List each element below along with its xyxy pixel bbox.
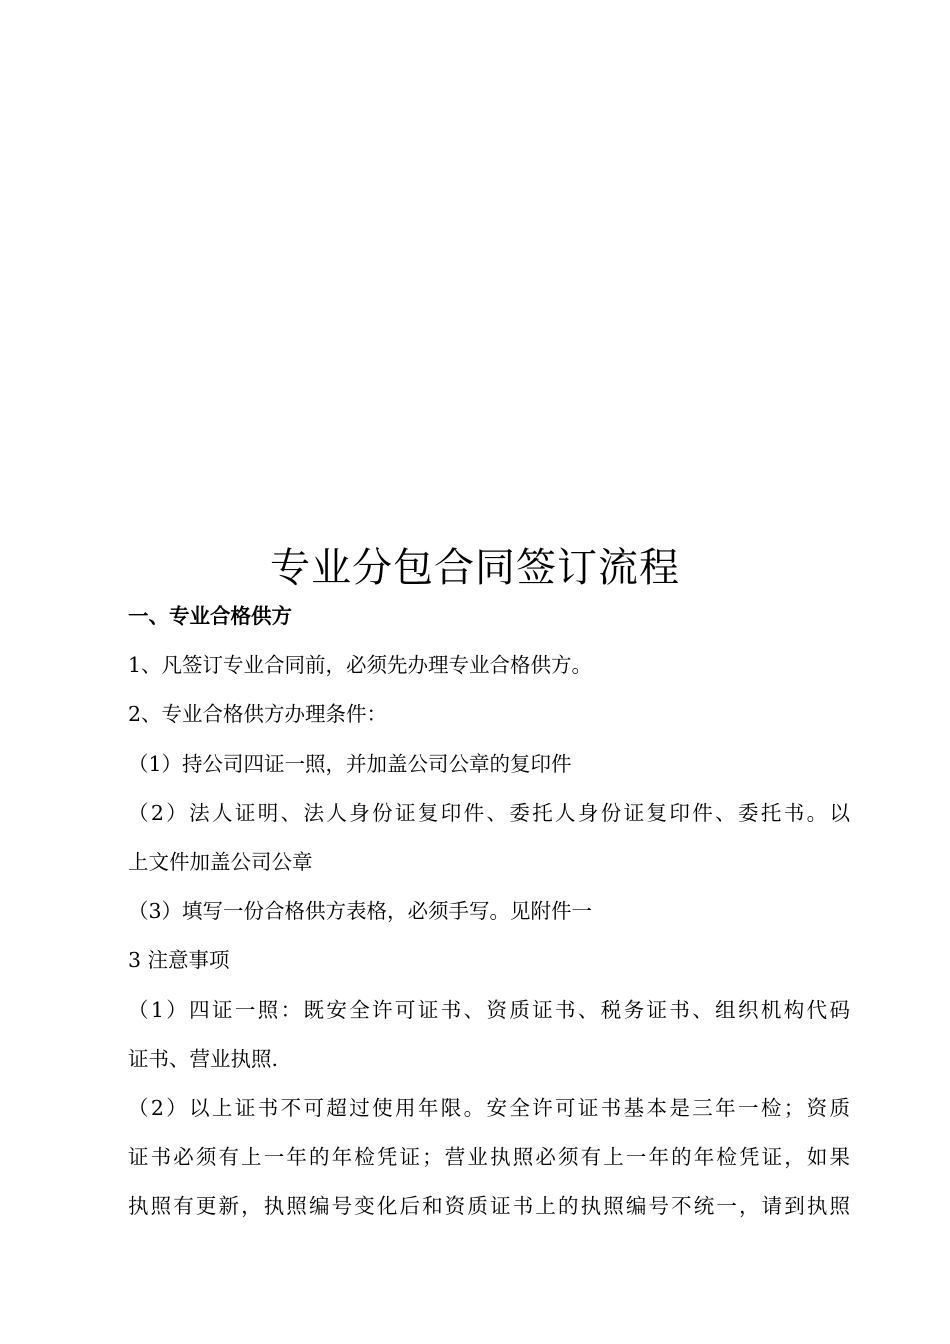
paragraph-item-3-2-line-2: 证书必须有上一年的年检凭证；营业执照必须有上一年的年检凭证，如果: [128, 1145, 850, 1170]
paragraph-item-2-3: （3）填写一份合格供方表格，必须手写。见附件一: [128, 899, 593, 924]
paragraph-item-2: 2、专业合格供方办理条件：: [128, 702, 388, 727]
paragraph-item-2-2-line-1: （2）法人证明、法人身份证复印件、委托人身份证复印件、委托书。以: [128, 800, 850, 825]
paragraph-item-1: 1、凡签订专业合同前，必须先办理专业合格供方。: [128, 653, 593, 678]
document-body: [128, 592, 850, 1231]
paragraph-item-3-2-line-1: （2）以上证书不可超过使用年限。安全许可证书基本是三年一检；资质: [128, 1095, 850, 1120]
paragraph-item-3-2-line-3: 执照有更新，执照编号变化后和资质证书上的执照编号不统一，请到执照: [128, 1194, 850, 1219]
paragraph-item-2-2-line-2: 上文件加盖公司公章: [128, 849, 313, 874]
paragraph-item-3-1-line-1: （1）四证一照：既安全许可证书、资质证书、税务证书、组织机构代码: [128, 997, 850, 1022]
paragraph-item-2-1: （1）持公司四证一照，并加盖公司公章的复印件: [128, 751, 572, 776]
paragraph-item-3-1-line-2: 证书、营业执照.: [128, 1046, 279, 1071]
section-heading: 一、专业合格供方: [128, 604, 292, 628]
document-title: 专业分包合同签订流程: [270, 545, 680, 591]
paragraph-item-3: 3 注意事项: [128, 948, 230, 973]
